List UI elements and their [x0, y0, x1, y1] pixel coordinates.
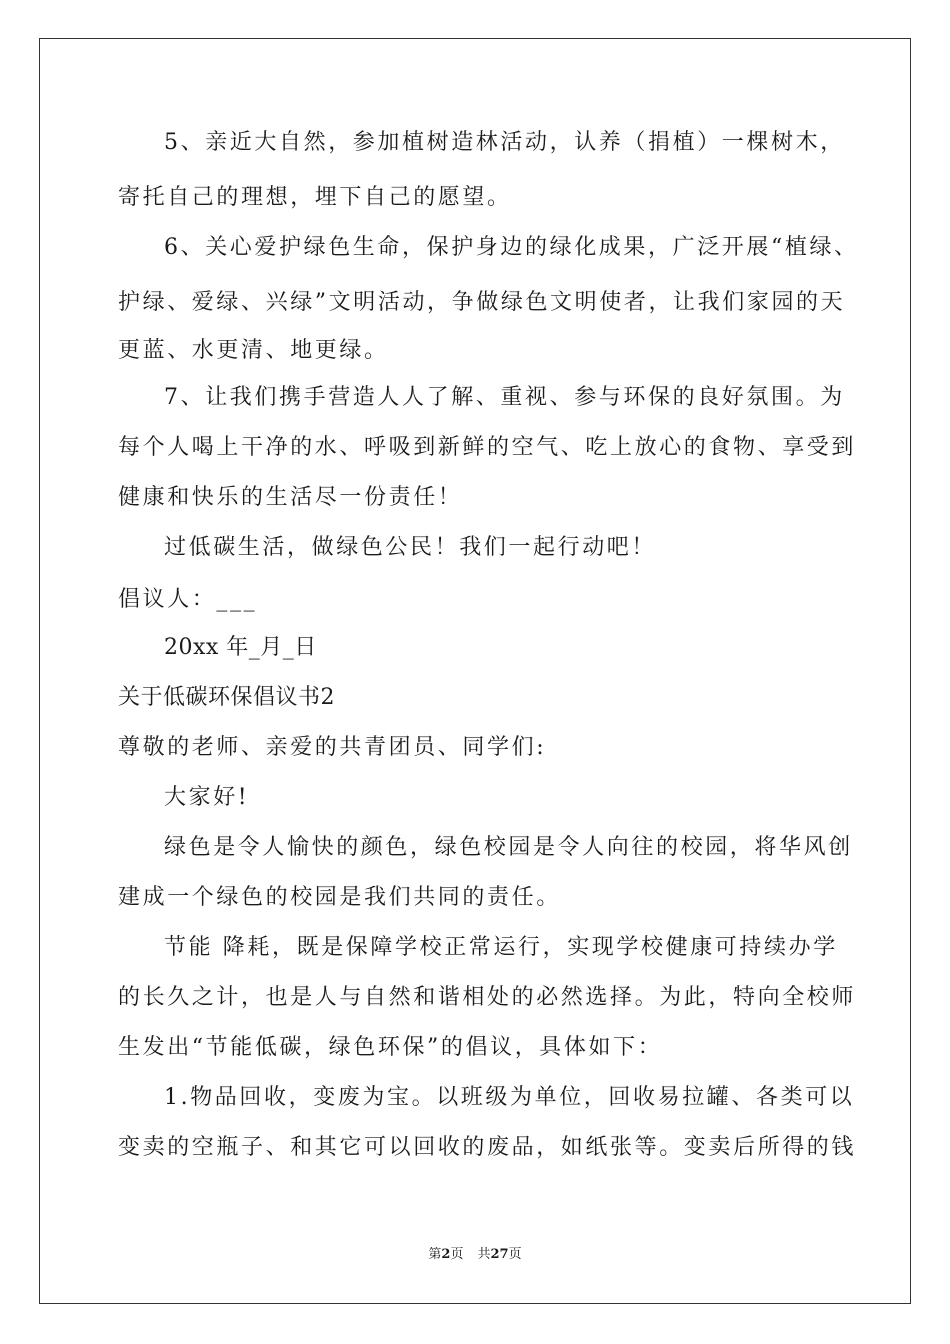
salutation: 尊敬的老师、亲爱的共青团员、同学们: [118, 735, 547, 760]
section-title: 关于低碳环保倡议书2 [118, 685, 335, 710]
paragraph-line: 建成一个绿色的校园是我们共同的责任。 [118, 885, 561, 910]
total-prefix: 共 [477, 1247, 491, 1262]
greeting: 大家好! [164, 785, 250, 810]
paragraph-line: 5、亲近大自然，参加植树造林活动，认养（捐植）一棵树木， [164, 130, 845, 155]
total-suffix: 页 [508, 1247, 522, 1262]
paragraph-line: 生发出“节能低碳，绿色环保”的倡议，具体如下： [118, 1035, 663, 1060]
paragraph-line: 护绿、爱绿、兴绿”文明活动，争做绿色文明使者，让我们家园的天 [118, 290, 846, 315]
total-pages: 27 [490, 1247, 509, 1262]
paragraph-line: 绿色是令人愉快的颜色，绿色校园是令人向往的校园，将华风创 [164, 835, 853, 860]
page-number: 2 [441, 1247, 451, 1262]
paragraph-line: 7、让我们携手营造人人了解、重视、参与环保的良好氛围。为 [164, 385, 845, 410]
paragraph-line: 每个人喝上干净的水、呼吸到新鲜的空气、吃上放心的食物、享受到 [118, 435, 857, 460]
signatory-line: 倡议人：___ [118, 587, 258, 612]
paragraph-line: 的长久之计，也是人与自然和谐相处的必然选择。为此，特向全校师 [118, 985, 857, 1010]
date-line: 20xx 年_月_日 [164, 635, 317, 660]
paragraph-line: 1.物品回收，变废为宝。以班级为单位，回收易拉罐、各类可以 [164, 1085, 855, 1110]
paragraph-line: 6、关心爱护绿色生命，保护身边的绿化成果，广泛开展“植绿、 [164, 235, 859, 260]
paragraph-line: 寄托自己的理想，埋下自己的愿望。 [118, 185, 512, 210]
paragraph-line: 更蓝、水更清、地更绿。 [118, 338, 389, 363]
page-prefix: 第 [428, 1247, 442, 1262]
paragraph-line: 节能 降耗，既是保障学校正常运行，实现学校健康可持续办学 [164, 935, 838, 960]
paragraph-line: 变卖的空瓶子、和其它可以回收的废品，如纸张等。变卖后所得的钱 [118, 1135, 857, 1160]
paragraph-line: 过低碳生活，做绿色公民！我们一起行动吧！ [164, 535, 657, 560]
page-footer [0, 1246, 950, 1264]
page-suffix: 页 [450, 1247, 464, 1262]
page-border [39, 38, 911, 1304]
paragraph-line: 健康和快乐的生活尽一份责任！ [118, 485, 463, 510]
